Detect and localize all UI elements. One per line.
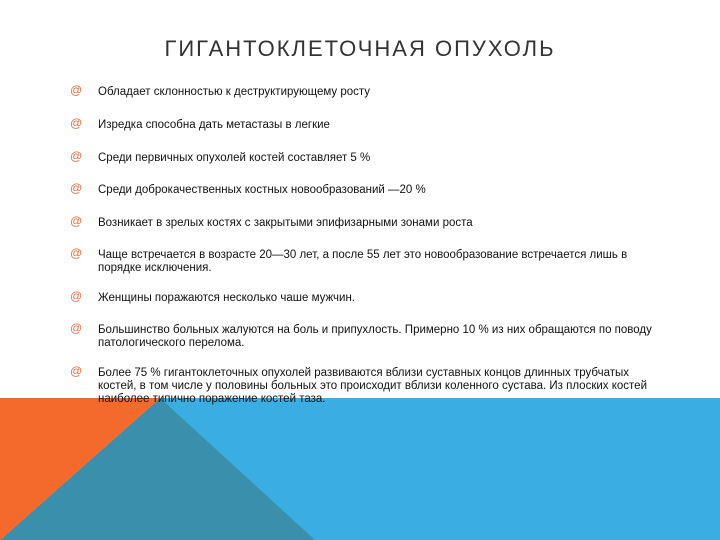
bullet-item [70, 321, 670, 350]
bullet-text: Среди доброкачественных костных новообразований —20 % [98, 184, 426, 196]
bullet-item [70, 214, 670, 230]
bullet-text: Чаще встречается в возрасте 20—30 лет, а после 55 лет это новообразование встречается лишь в порядке исключения. [98, 249, 628, 274]
bullet-icon: @ [70, 149, 83, 163]
bullet-icon: @ [70, 321, 83, 335]
bullet-icon: @ [70, 289, 83, 303]
bullet-icon: @ [70, 246, 83, 260]
bullet-item [70, 83, 670, 99]
bullet-item [70, 116, 670, 132]
bullet-text: Возникает в зрелых костях с закрытыми эпифизарными зонами роста [98, 217, 473, 229]
bullet-item [70, 149, 670, 165]
bullet-text: Изредка способна дать метастазы в легкие [98, 119, 330, 131]
bullet-icon: @ [70, 214, 83, 228]
bullet-icon: @ [70, 181, 83, 195]
bullet-icon: @ [70, 116, 83, 130]
bullet-text: Обладает склонностью к деструктирующему росту [98, 86, 371, 98]
bullet-item [70, 289, 670, 305]
bullet-icon: @ [70, 364, 83, 378]
bullet-text: Более 75 % гигантоклеточных опухолей развиваются вблизи суставных концов длинных трубчатых костей, в том числе у половины больных это происходит вблизи коленного сустава. Из плоских костей наиболее типично поражение костей таза. [98, 367, 647, 405]
bullet-icon: @ [70, 83, 83, 97]
bullet-text: Большинство больных жалуются на боль и припухлость. Примерно 10 % из них обращаются по поводу патологического перелома. [98, 324, 652, 349]
bullet-text: Женщины поражаются несколько чаше мужчин. [98, 292, 356, 304]
slide-title: ГИГАНТОКЛЕТОЧНАЯ ОПУХОЛЬ [164, 36, 556, 61]
bullet-text: Среди первичных опухолей костей составляет 5 % [98, 152, 371, 164]
bullet-item [70, 246, 670, 275]
bullet-item [70, 181, 670, 197]
bullet-item [70, 364, 670, 406]
